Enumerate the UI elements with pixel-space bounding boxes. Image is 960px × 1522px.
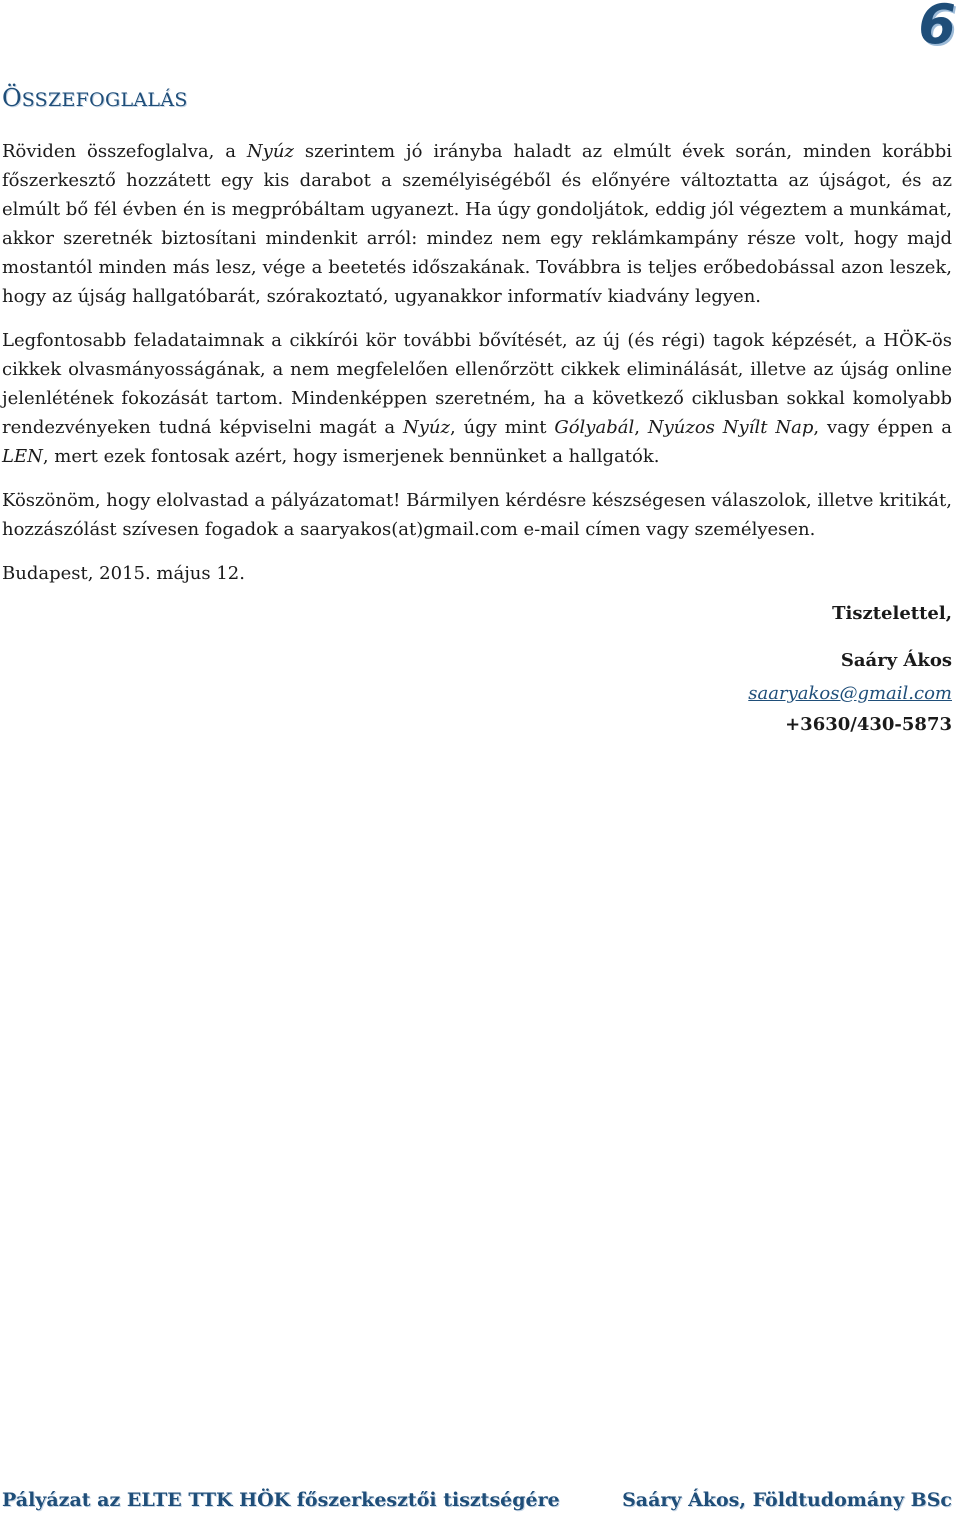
email-link[interactable]: saaryakos@gmail.com bbox=[748, 683, 952, 704]
text-run: Legfontosabb feladataimnak a cikkírói kör további bővítését, az új (és régi) tagok képzését, a HÖK-ös cikkek olvasmányosságának, a nem megfelelően ellenőrzött cikkek eliminálását, illetve az újság online jelenlétének fokozását tartom. Mindenképpen szeretném, ha a következő ciklusban sokkal komolyabb rendezvényeken tudná képviselni magát a bbox=[2, 330, 952, 438]
section-heading bbox=[2, 84, 188, 112]
body-text bbox=[2, 137, 952, 603]
text-run: Budapest, 2015. május 12. bbox=[2, 563, 245, 584]
footer-left: Pályázat az ELTE TTK HÖK főszerkesztői tisztségére bbox=[2, 1489, 560, 1511]
heading-rest: SSZEFOGLALÁS bbox=[21, 89, 188, 111]
text-run: , mert ezek fontosak azért, hogy ismerjenek bennünket a hallgatók. bbox=[42, 446, 660, 467]
paragraph-goals bbox=[2, 326, 952, 471]
italic-run: Nyúz bbox=[403, 417, 451, 438]
paragraph-date bbox=[2, 559, 952, 588]
paragraph-thanks bbox=[2, 486, 952, 544]
text-run: , úgy mint bbox=[450, 417, 555, 438]
text-run: szerintem jó irányba haladt az elmúlt évek során, minden korábbi főszerkesztő hozzátett egy kis darabot a személyiségéből és előnyére változtatta az újságot, és az elmúlt bő fél évben én is megpróbáltam ugyanezt. Ha úgy gondoljátok, eddig jól végeztem a munkámat, akkor szeretnék biztosítani mindenkit arról: mindez nem egy reklámkampány része volt, hogy majd mostantól minden más lesz, vége a beetetés időszakának. Továbbra is teljes erőbedobással azon leszek, hogy az újság hallgatóbarát, szórakoztató, ugyanakkor informatív kiadvány legyen. bbox=[2, 141, 952, 307]
closing-greeting: Tisztelettel, bbox=[832, 603, 952, 624]
text-run: , vagy éppen a bbox=[813, 417, 952, 438]
phone-number: +3630/430-5873 bbox=[785, 714, 952, 735]
heading-first-letter: Ö bbox=[2, 84, 22, 112]
text-run: Köszönöm, hogy elolvastad a pályázatomat! Bármilyen kérdésre készségesen válaszolok, illetve kritikát, hozzászólást szívesen fogadok a saaryakos(at)gmail.com e-mail címen vagy személyesen. bbox=[2, 490, 952, 540]
paragraph-summary bbox=[2, 137, 952, 311]
signature-name: Saáry Ákos bbox=[840, 650, 952, 671]
footer-right: Saáry Ákos, Földtudomány BSc bbox=[622, 1489, 952, 1511]
italic-run: Nyúz bbox=[246, 141, 294, 162]
page-number: 6 bbox=[918, 0, 956, 56]
text-run: Röviden összefoglalva, a bbox=[2, 141, 247, 162]
text-run: , bbox=[634, 417, 648, 438]
italic-run: Nyúzos Nyílt Nap bbox=[647, 417, 814, 438]
italic-run: Gólyabál bbox=[554, 417, 635, 438]
italic-run: LEN bbox=[2, 446, 43, 467]
page-footer bbox=[2, 1489, 952, 1511]
